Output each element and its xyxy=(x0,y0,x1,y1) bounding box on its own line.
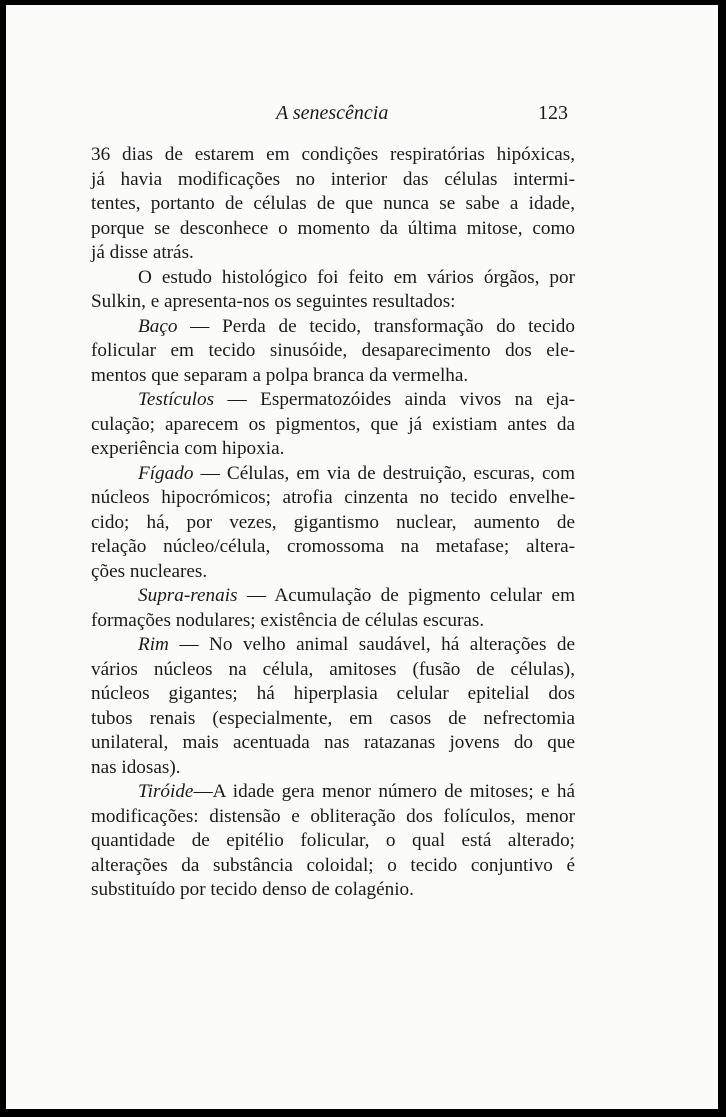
text-line: Supra-renais — Acumulação de pigmento celular em xyxy=(138,585,575,606)
text-line: já havia modificações no interior das células intermi- xyxy=(91,168,575,190)
section-term: Rim xyxy=(138,634,169,655)
text-line: porque se desconhece o momento da última mitose, como xyxy=(91,217,575,239)
text-line: O estudo histológico foi feito em vários órgãos, por xyxy=(138,266,575,288)
section-term: Tiróide xyxy=(138,781,194,802)
text-line: núcleos hipocrómicos; atrofia cinzenta no tecido envelhe- xyxy=(91,487,575,508)
text-line: unilateral, mais acentuada nas ratazanas jovens do que xyxy=(91,732,575,753)
section-term: Testículos xyxy=(138,389,215,410)
text-line: Fígado — Células, em via de destruição, escuras, com xyxy=(138,462,575,484)
section-term: Supra-renais xyxy=(138,585,238,606)
text-line: Baço — Perda de tecido, transformação do tecido xyxy=(138,315,575,337)
book-page xyxy=(6,5,718,1109)
text-line: alterações da substância coloidal; o tecido conjuntivo é xyxy=(91,854,575,876)
text-line: ções nucleares. xyxy=(91,560,208,582)
text-line: quantidade de epitélio folicular, o qual está alterado; xyxy=(91,830,575,851)
text-line: núcleos gigantes; há hiperplasia celular epitelial dos xyxy=(91,683,575,704)
text-line: Tiróide—A idade gera menor número de mitoses; e há xyxy=(138,781,575,802)
section-term: Fígado xyxy=(138,462,194,484)
text-line: vários núcleos na célula, amitoses (fusão de células), xyxy=(91,658,575,680)
text-line: formações nodulares; existência de células escuras. xyxy=(91,609,485,631)
text-line: 36 dias de estarem em condições respiratórias hipóxicas, xyxy=(91,144,575,165)
text-line: tentes, portanto de células de que nunca se sabe a idade, xyxy=(91,193,575,214)
text-line: tubos renais (especialmente, em casos de nefrectomia xyxy=(91,707,575,729)
text-line: modificações: distensão e obliteração dos folículos, menor xyxy=(91,805,575,827)
text-line: já disse atrás. xyxy=(91,242,194,263)
text-line: nas idosas). xyxy=(91,756,181,778)
text-line: mentos que separam a polpa branca da vermelha. xyxy=(91,364,469,386)
text-line: culação; aparecem os pigmentos, que já existiam antes da xyxy=(91,413,575,435)
text-line: folicular em tecido sinusóide, desaparecimento dos ele- xyxy=(91,340,575,361)
text-line: relação núcleo/célula, cromossoma na metafase; altera- xyxy=(91,536,575,557)
section-term: Baço xyxy=(138,315,178,337)
text-line: Testículos — Espermatozóides ainda vivos na eja- xyxy=(138,389,575,410)
running-title: A senescência xyxy=(276,102,389,124)
text-line: cido; há, por vezes, gigantismo nuclear, aumento de xyxy=(91,511,575,533)
text-line: Rim — No velho animal saudável, há alterações de xyxy=(138,634,575,655)
body-text xyxy=(91,143,575,903)
page-number: 123 xyxy=(538,102,568,124)
text-line: experiência com hipoxia. xyxy=(91,438,285,459)
page-header xyxy=(6,102,718,126)
text-line: Sulkin, e apresenta-nos os seguintes resultados: xyxy=(91,291,456,312)
text-line: substituído por tecido denso de colagénio. xyxy=(91,879,414,900)
